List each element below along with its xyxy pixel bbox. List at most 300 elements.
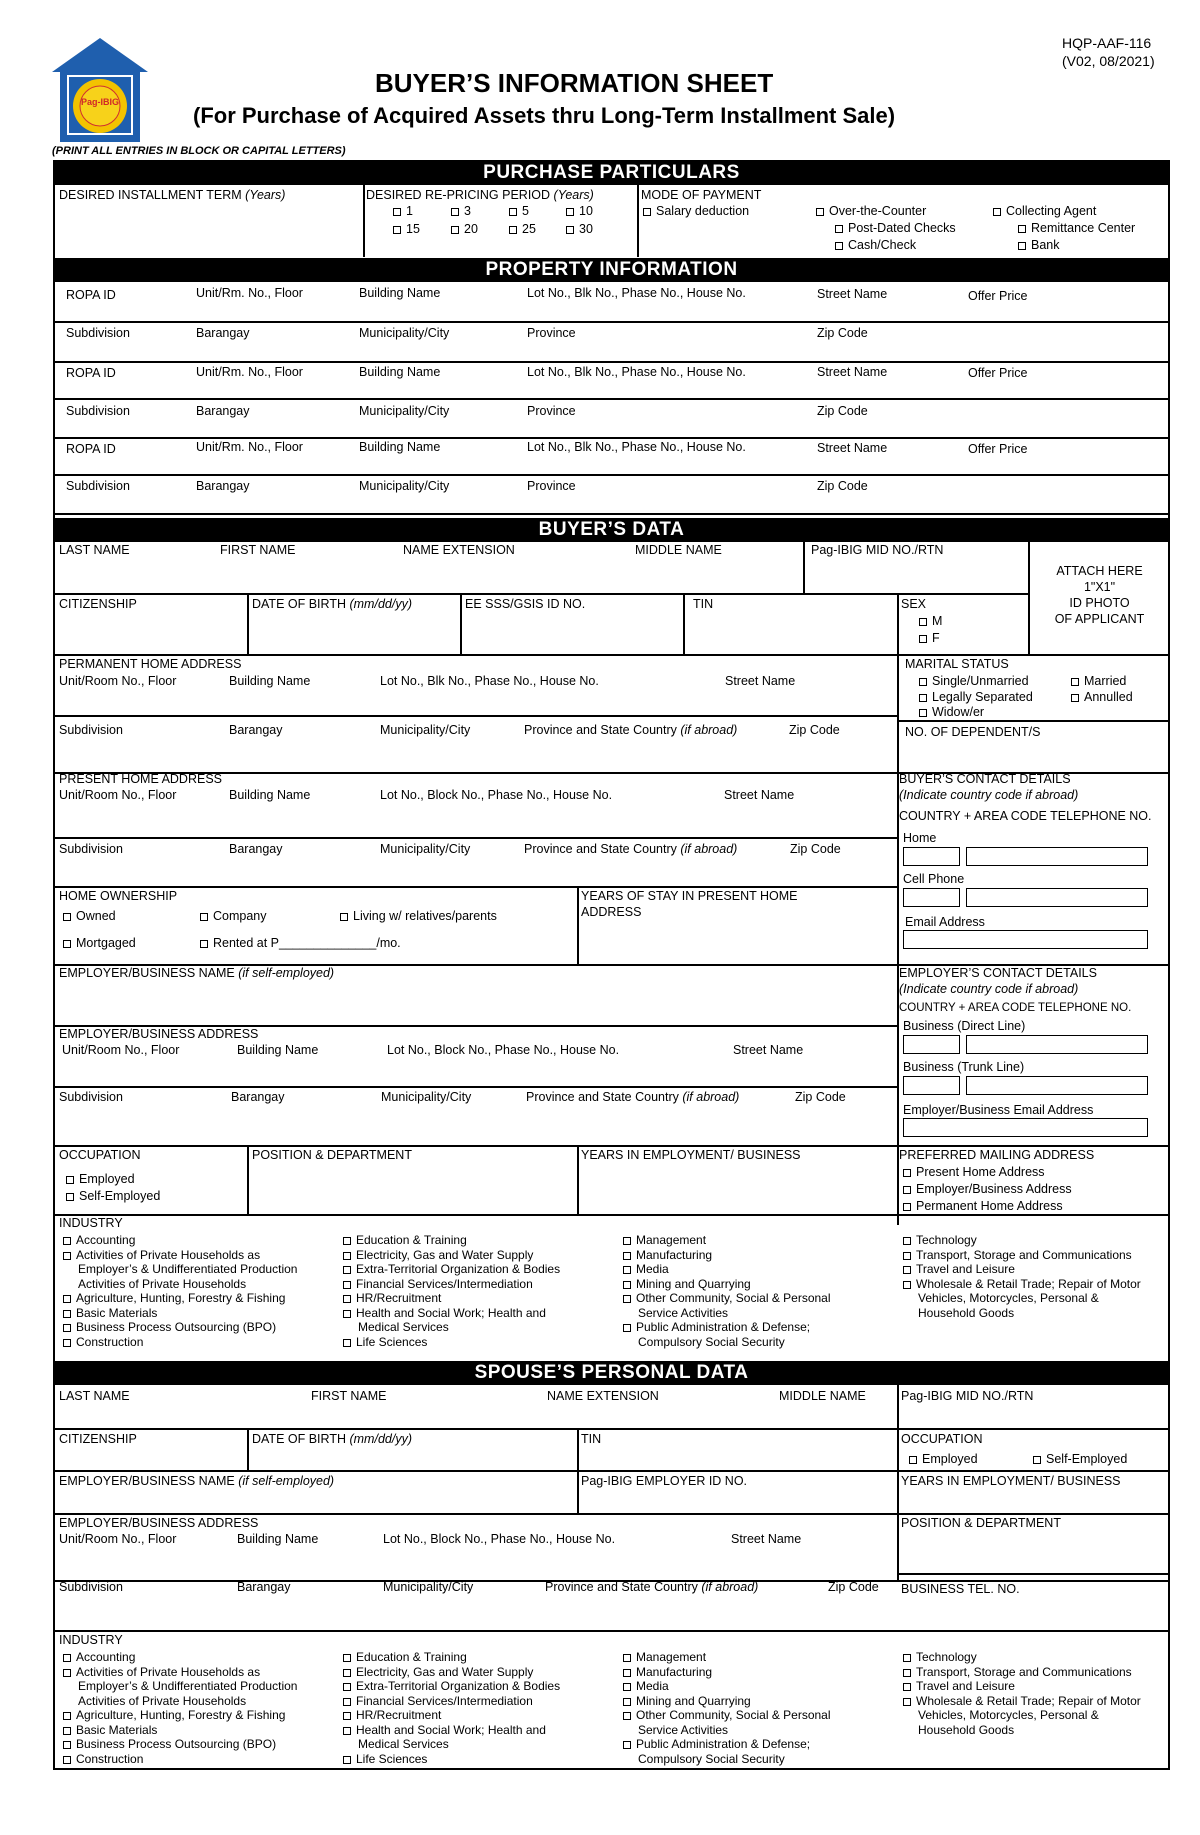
prop2-building: Building Name [359, 365, 441, 379]
marital-legally-separated[interactable]: Legally Separated [919, 690, 1033, 705]
spouse-employer-address-label: EMPLOYER/BUSINESS ADDRESS [59, 1516, 259, 1530]
biz-trunk-label: Business (Trunk Line) [903, 1060, 1025, 1074]
checkbox-icon [903, 1186, 911, 1194]
checkbox-icon [623, 1324, 631, 1332]
repricing-option-3[interactable]: 3 [451, 204, 471, 219]
checkbox-icon [63, 1237, 71, 1245]
perm-unit: Unit/Room No., Floor [59, 674, 177, 688]
industry-option[interactable]: Extra-Territorial Organization & Bodies [343, 1679, 560, 1694]
mailing-label: PREFERRED MAILING ADDRESS [899, 1148, 1095, 1162]
checkbox-icon [200, 913, 208, 921]
occupation-label: OCCUPATION [59, 1148, 141, 1162]
checkbox-icon [816, 208, 824, 216]
marital-status-label: MARITAL STATUS [905, 657, 1009, 671]
checkbox-icon [393, 208, 401, 216]
checkbox-icon [393, 226, 401, 234]
checkbox-icon [63, 1252, 71, 1260]
emp-contact-label: EMPLOYER’S CONTACT DETAILS [899, 966, 1097, 980]
spouse-emp-province: Province and State Country (if abroad) [545, 1580, 759, 1594]
section-property-information: PROPERTY INFORMATION [53, 258, 1170, 282]
industry-option[interactable]: Accounting [63, 1233, 297, 1248]
spouse-emp-unit: Unit/Room No., Floor [59, 1532, 177, 1546]
checkbox-icon [835, 242, 843, 250]
id-photo-box[interactable] [1029, 563, 1170, 627]
spouse-industry-col4 [903, 1650, 1141, 1737]
present-address-label: PRESENT HOME ADDRESS [59, 772, 223, 786]
emp-province: Province and State Country (if abroad) [526, 1090, 740, 1104]
perm-municipality: Municipality/City [380, 723, 471, 737]
industry-option-continued: Vehicles, Motorcycles, Personal & [918, 1708, 1099, 1722]
checkbox-icon [343, 1669, 351, 1677]
checkbox-icon [623, 1252, 631, 1260]
industry-option[interactable]: Technology [903, 1650, 1141, 1665]
installment-term-label: DESIRED INSTALLMENT TERM (Years) [59, 188, 286, 202]
mode-remittance-center[interactable]: Remittance Center [1018, 221, 1135, 236]
industry-option[interactable]: Construction [63, 1752, 297, 1767]
industry-option[interactable]: Extra-Territorial Organization & Bodies [343, 1262, 560, 1277]
section-purchase-particulars: PURCHASE PARTICULARS [53, 161, 1170, 185]
emp-contact-note: (Indicate country code if abroad) [899, 982, 1079, 996]
present-street: Street Name [724, 788, 795, 802]
perm-street: Street Name [725, 674, 796, 688]
buyer-contact-label: BUYER’S CONTACT DETAILS [899, 772, 1071, 786]
industry-option[interactable]: Management [623, 1650, 831, 1665]
industry-option[interactable]: Education & Training [343, 1650, 560, 1665]
industry-option[interactable]: Agriculture, Hunting, Forestry & Fishing [63, 1708, 297, 1723]
checkbox-icon [903, 1237, 911, 1245]
prop1-municipality: Municipality/City [359, 326, 450, 340]
industry-option[interactable]: Management [623, 1233, 831, 1248]
industry-option[interactable]: Travel and Leisure [903, 1262, 1141, 1277]
biz-direct-area-input[interactable] [903, 1035, 960, 1054]
industry-option[interactable]: Other Community, Social & Personal [623, 1708, 831, 1723]
industry-option[interactable]: Agriculture, Hunting, Forestry & Fishing [63, 1291, 297, 1306]
email-input[interactable] [903, 930, 1148, 949]
emp-municipality: Municipality/City [381, 1090, 472, 1104]
checkbox-icon [63, 1741, 71, 1749]
cell-phone-label: Cell Phone [903, 872, 965, 886]
checkbox-icon [623, 1669, 631, 1677]
industry-option[interactable]: Transport, Storage and Communications [903, 1665, 1141, 1680]
sex-male-option[interactable]: M [919, 614, 942, 629]
industry-option[interactable]: Public Administration & Defense; [623, 1320, 831, 1335]
dependents-label: NO. OF DEPENDENT/S [905, 725, 1041, 739]
checkbox-icon [509, 208, 517, 216]
checkbox-icon [919, 709, 927, 717]
biz-trunk-area-input[interactable] [903, 1076, 960, 1095]
emp-lot: Lot No., Block No., Phase No., House No. [387, 1043, 620, 1057]
prop3-subdivision: Subdivision [66, 479, 130, 493]
industry-option-continued: Vehicles, Motorcycles, Personal & [918, 1291, 1099, 1305]
checkbox-icon [835, 225, 843, 233]
emp-email-input[interactable] [903, 1118, 1148, 1137]
pagibig-logo [50, 36, 150, 144]
checkbox-icon [63, 1712, 71, 1720]
buyer-industry-col3 [623, 1233, 831, 1349]
checkbox-icon [623, 1266, 631, 1274]
repricing-option-5[interactable]: 5 [509, 204, 529, 219]
position-label: POSITION & DEPARTMENT [252, 1148, 412, 1162]
spouse-emp-lot: Lot No., Block No., Phase No., House No. [383, 1532, 616, 1546]
spouse-first-name-label: FIRST NAME [311, 1389, 387, 1403]
spouse-name-ext-label: NAME EXTENSION [547, 1389, 659, 1403]
photo-text-4: OF APPLICANT [1054, 612, 1145, 626]
industry-option-continued: Activities of Private Households [78, 1276, 247, 1291]
checkbox-icon [903, 1669, 911, 1677]
marital-married[interactable]: Married [1071, 674, 1126, 689]
buyer-dob-label: DATE OF BIRTH (mm/dd/yy) [252, 597, 412, 611]
checkbox-icon [903, 1281, 911, 1289]
biz-trunk-input[interactable] [966, 1076, 1148, 1095]
checkbox-icon [509, 226, 517, 234]
mail-present[interactable]: Present Home Address [903, 1165, 1045, 1180]
checkbox-icon [343, 1712, 351, 1720]
present-municipality: Municipality/City [380, 842, 471, 856]
mode-collecting-agent[interactable]: Collecting Agent [993, 204, 1096, 219]
repricing-unit: (Years) [553, 188, 594, 202]
industry-option-continued: Employer’s & Undifferentiated Production [78, 1679, 298, 1693]
mail-permanent[interactable]: Permanent Home Address [903, 1199, 1063, 1214]
checkbox-icon [343, 1281, 351, 1289]
spouse-emp-municipality: Municipality/City [383, 1580, 474, 1594]
industry-option[interactable]: Life Sciences [343, 1335, 560, 1350]
industry-option[interactable]: Life Sciences [343, 1752, 560, 1767]
prop3-municipality: Municipality/City [359, 479, 450, 493]
checkbox-icon [343, 1683, 351, 1691]
form-version: (V02, 08/2021) [1062, 53, 1155, 69]
marital-single[interactable]: Single/Unmarried [919, 674, 1029, 689]
checkbox-icon [623, 1237, 631, 1245]
checkbox-icon [63, 913, 71, 921]
prop1-street: Street Name [817, 287, 888, 301]
home-ownership-label: HOME OWNERSHIP [59, 889, 178, 903]
spouse-industry-col2 [343, 1650, 560, 1766]
repricing-option-15[interactable]: 15 [393, 222, 420, 237]
prop1-subdivision: Subdivision [66, 326, 130, 340]
spouse-middle-name-label: MIDDLE NAME [779, 1389, 866, 1403]
industry-option-continued: Employer’s & Undifferentiated Production [78, 1262, 298, 1276]
checkbox-icon [343, 1310, 351, 1318]
section-buyers-data: BUYER’S DATA [53, 518, 1170, 542]
checkbox-icon [623, 1654, 631, 1662]
own-living-with-relatives[interactable]: Living w/ relatives/parents [340, 909, 497, 924]
industry-option[interactable]: Financial Services/Intermediation [343, 1277, 560, 1292]
photo-text-1: ATTACH HERE [1056, 564, 1143, 578]
industry-option[interactable]: Business Process Outsourcing (BPO) [63, 1737, 297, 1752]
industry-option[interactable]: Electricity, Gas and Water Supply [343, 1248, 560, 1263]
prop3-building: Building Name [359, 440, 441, 454]
industry-option[interactable]: Electricity, Gas and Water Supply [343, 1665, 560, 1680]
emp-street: Street Name [733, 1043, 804, 1057]
print-note: (PRINT ALL ENTRIES IN BLOCK OR CAPITAL LETTERS) [52, 145, 346, 157]
checkbox-icon [343, 1756, 351, 1764]
checkbox-icon [623, 1281, 631, 1289]
prop1-offer-price: Offer Price [968, 289, 1028, 303]
spouse-last-name-label: LAST NAME [59, 1389, 130, 1403]
prop3-lot: Lot No., Blk No., Phase No., House No. [527, 440, 746, 454]
prop1-lot: Lot No., Blk No., Phase No., House No. [527, 286, 746, 300]
industry-option[interactable]: Basic Materials [63, 1306, 297, 1321]
present-unit: Unit/Room No., Floor [59, 788, 177, 802]
present-province: Province and State Country (if abroad) [524, 842, 738, 856]
industry-option-continued: Activities of Private Households [78, 1693, 247, 1708]
industry-option[interactable]: Other Community, Social & Personal [623, 1291, 831, 1306]
prop3-offer-price: Offer Price [968, 442, 1028, 456]
checkbox-icon [343, 1339, 351, 1347]
checkbox-icon [903, 1169, 911, 1177]
buyer-first-name-label: FIRST NAME [220, 543, 296, 557]
checkbox-icon [903, 1654, 911, 1662]
prop2-barangay: Barangay [196, 404, 250, 418]
checkbox-icon [623, 1712, 631, 1720]
industry-option-continued: Household Goods [918, 1722, 1015, 1737]
checkbox-icon [1018, 225, 1026, 233]
years-stay-label: YEARS OF STAY IN PRESENT HOME [581, 889, 798, 903]
checkbox-icon [903, 1203, 911, 1211]
present-building: Building Name [229, 788, 311, 802]
checkbox-icon [343, 1698, 351, 1706]
industry-option[interactable]: Activities of Private Households as [63, 1665, 297, 1680]
industry-option[interactable]: Health and Social Work; Health and [343, 1306, 560, 1321]
industry-option[interactable]: Business Process Outsourcing (BPO) [63, 1320, 297, 1335]
employer-address-label: EMPLOYER/BUSINESS ADDRESS [59, 1027, 259, 1041]
repricing-option-20[interactable]: 20 [451, 222, 478, 237]
checkbox-icon [566, 226, 574, 234]
perm-building: Building Name [229, 674, 311, 688]
emp-building: Building Name [237, 1043, 319, 1057]
spouse-employer-name-label: EMPLOYER/BUSINESS NAME (if self-employed) [59, 1474, 335, 1488]
spouse-position-label: POSITION & DEPARTMENT [901, 1516, 1061, 1530]
industry-option[interactable]: Manufacturing [623, 1248, 831, 1263]
checkbox-icon [1033, 1456, 1041, 1464]
prop1-ropa-id: ROPA ID [66, 288, 116, 302]
spouse-industry-col3 [623, 1650, 831, 1766]
mode-of-payment-label: MODE OF PAYMENT [641, 188, 762, 202]
years-stay-label-2: ADDRESS [581, 905, 642, 919]
mode-over-the-counter[interactable]: Over-the-Counter [816, 204, 926, 219]
industry-option[interactable]: Travel and Leisure [903, 1679, 1141, 1694]
checkbox-icon [63, 940, 71, 948]
checkbox-icon [340, 913, 348, 921]
industry-option[interactable]: Accounting [63, 1650, 297, 1665]
checkbox-icon [200, 940, 208, 948]
present-lot: Lot No., Block No., Phase No., House No. [380, 788, 613, 802]
industry-option[interactable]: Public Administration & Defense; [623, 1737, 831, 1752]
checkbox-icon [919, 694, 927, 702]
spouse-mid-no-label: Pag-IBIG MID NO./RTN [901, 1389, 1034, 1403]
prop2-offer-price: Offer Price [968, 366, 1028, 380]
own-mortgaged[interactable]: Mortgaged [63, 936, 136, 951]
occ-self-employed[interactable]: Self-Employed [66, 1189, 160, 1204]
industry-option-continued: Service Activities [638, 1305, 729, 1320]
industry-option[interactable]: Media [623, 1262, 831, 1277]
employer-name-label: EMPLOYER/BUSINESS NAME (if self-employed) [59, 966, 335, 980]
prop3-unit: Unit/Rm. No., Floor [196, 440, 303, 454]
mode-cash-check[interactable]: Cash/Check [835, 238, 916, 253]
buyer-industry-col1 [63, 1233, 297, 1349]
checkbox-icon [909, 1456, 917, 1464]
mode-salary-deduction[interactable]: Salary deduction [643, 204, 749, 219]
checkbox-icon [1071, 678, 1079, 686]
spouse-occ-self-employed[interactable]: Self-Employed [1033, 1452, 1127, 1467]
form-subtitle: (For Purchase of Acquired Assets thru Long-Term Installment Sale) [193, 103, 896, 128]
industry-option[interactable]: Technology [903, 1233, 1141, 1248]
emp-zip: Zip Code [795, 1090, 846, 1104]
own-owned[interactable]: Owned [63, 909, 116, 924]
perm-barangay: Barangay [229, 723, 283, 737]
buyer-last-name-label: LAST NAME [59, 543, 130, 557]
home-area-code-input[interactable] [903, 847, 960, 866]
spouse-occ-employed[interactable]: Employed [909, 1452, 978, 1467]
own-company[interactable]: Company [200, 909, 267, 924]
checkbox-icon [63, 1669, 71, 1677]
industry-option[interactable]: Activities of Private Households as [63, 1248, 297, 1263]
checkbox-icon [343, 1295, 351, 1303]
form-title: BUYER’S INFORMATION SHEET [375, 68, 774, 98]
repricing-label: DESIRED RE-PRICING PERIOD (Years) [366, 188, 594, 202]
industry-option[interactable]: HR/Recruitment [343, 1708, 560, 1723]
industry-option[interactable]: Wholesale & Retail Trade; Repair of Motor [903, 1277, 1141, 1292]
emp-subdivision: Subdivision [59, 1090, 123, 1104]
spouse-emp-subdivision: Subdivision [59, 1580, 123, 1594]
spouse-emp-street: Street Name [731, 1532, 802, 1546]
photo-text-3: ID PHOTO [1069, 596, 1130, 610]
checkbox-icon [623, 1698, 631, 1706]
checkbox-icon [66, 1176, 74, 1184]
industry-option[interactable]: Basic Materials [63, 1723, 297, 1738]
prop2-province: Province [527, 404, 576, 418]
industry-option-continued: Service Activities [638, 1722, 729, 1737]
industry-option[interactable]: Health and Social Work; Health and [343, 1723, 560, 1738]
prop1-barangay: Barangay [196, 326, 250, 340]
checkbox-icon [343, 1252, 351, 1260]
present-subdivision: Subdivision [59, 842, 123, 856]
spouse-tin-label: TIN [581, 1432, 602, 1446]
repricing-option-25[interactable]: 25 [509, 222, 536, 237]
biz-direct-input[interactable] [966, 1035, 1148, 1054]
prop3-street: Street Name [817, 441, 888, 455]
repricing-option-10[interactable]: 10 [566, 204, 593, 219]
buyer-industry-label: INDUSTRY [59, 1216, 123, 1230]
checkbox-icon [1018, 242, 1026, 250]
checkbox-icon [993, 208, 1001, 216]
industry-option[interactable]: HR/Recruitment [343, 1291, 560, 1306]
checkbox-icon [343, 1654, 351, 1662]
marital-widower[interactable]: Widow/er [919, 705, 984, 720]
cell-area-code-input[interactable] [903, 888, 960, 907]
prop1-province: Province [527, 326, 576, 340]
checkbox-icon [63, 1727, 71, 1735]
checkbox-icon [66, 1193, 74, 1201]
emp-email-label: Employer/Business Email Address [903, 1103, 1094, 1117]
occ-employed[interactable]: Employed [66, 1172, 135, 1187]
emp-unit: Unit/Room No., Floor [62, 1043, 180, 1057]
repricing-option-30[interactable]: 30 [566, 222, 593, 237]
spouse-industry-label: INDUSTRY [59, 1633, 123, 1647]
spouse-industry-col1 [63, 1650, 297, 1766]
industry-option[interactable]: Wholesale & Retail Trade; Repair of Motor [903, 1694, 1141, 1709]
mode-bank[interactable]: Bank [1018, 238, 1060, 253]
mail-employer[interactable]: Employer/Business Address [903, 1182, 1072, 1197]
prop2-municipality: Municipality/City [359, 404, 450, 418]
buyer-sss-label: EE SSS/GSIS ID NO. [465, 597, 586, 611]
checkbox-icon [343, 1237, 351, 1245]
checkbox-icon [623, 1741, 631, 1749]
biz-direct-label: Business (Direct Line) [903, 1019, 1026, 1033]
section-spouse-data: SPOUSE’S PERSONAL DATA [53, 1361, 1170, 1385]
checkbox-icon [903, 1266, 911, 1274]
prop3-barangay: Barangay [196, 479, 250, 493]
industry-option[interactable]: Media [623, 1679, 831, 1694]
checkbox-icon [343, 1727, 351, 1735]
checkbox-icon [63, 1295, 71, 1303]
emp-country-area-label: COUNTRY + AREA CODE TELEPHONE NO. [899, 1002, 1132, 1014]
prop2-subdivision: Subdivision [66, 404, 130, 418]
buyer-name-ext-label: NAME EXTENSION [403, 543, 515, 557]
prop2-zip: Zip Code [817, 404, 868, 418]
checkbox-icon [903, 1698, 911, 1706]
industry-option[interactable]: Manufacturing [623, 1665, 831, 1680]
photo-text-2: 1"X1" [1083, 580, 1116, 594]
repricing-option-1[interactable]: 1 [393, 204, 413, 219]
sex-female-option[interactable]: F [919, 631, 940, 646]
logo-text: Pag-IBIG [80, 97, 119, 107]
prop2-unit: Unit/Rm. No., Floor [196, 365, 303, 379]
buyer-country-area-label: COUNTRY + AREA CODE TELEPHONE NO. [899, 809, 1152, 823]
buyer-citizenship-label: CITIZENSHIP [59, 597, 137, 611]
industry-option-continued: Medical Services [358, 1737, 449, 1751]
mode-post-dated-checks[interactable]: Post-Dated Checks [835, 221, 956, 236]
buyer-sex-label: SEX [901, 597, 927, 611]
marital-annulled[interactable]: Annulled [1071, 690, 1133, 705]
form-code: HQP-AAF-116 [1062, 35, 1152, 51]
industry-option-continued: Household Goods [918, 1305, 1015, 1320]
checkbox-icon [63, 1756, 71, 1764]
industry-option[interactable]: Construction [63, 1335, 297, 1350]
checkbox-icon [1071, 694, 1079, 702]
industry-option-continued: Medical Services [358, 1320, 449, 1334]
spouse-years-emp-label: YEARS IN EMPLOYMENT/ BUSINESS [901, 1474, 1121, 1488]
buyer-middle-name-label: MIDDLE NAME [635, 543, 722, 557]
checkbox-icon [63, 1654, 71, 1662]
industry-option[interactable]: Transport, Storage and Communications [903, 1248, 1141, 1263]
home-phone-input[interactable] [966, 847, 1148, 866]
own-rented[interactable]: Rented at P______________/mo. [200, 936, 401, 951]
prop3-province: Province [527, 479, 576, 493]
spouse-employer-id-label: Pag-IBIG EMPLOYER ID NO. [581, 1474, 748, 1488]
cell-phone-input[interactable] [966, 888, 1148, 907]
checkbox-icon [566, 208, 574, 216]
industry-option[interactable]: Mining and Quarrying [623, 1694, 831, 1709]
term-unit: (Years) [245, 188, 286, 202]
prop1-building: Building Name [359, 286, 441, 300]
home-phone-label: Home [903, 831, 937, 845]
checkbox-icon [451, 208, 459, 216]
checkbox-icon [623, 1683, 631, 1691]
industry-option[interactable]: Education & Training [343, 1233, 560, 1248]
industry-option[interactable]: Mining and Quarrying [623, 1277, 831, 1292]
industry-option[interactable]: Financial Services/Intermediation [343, 1694, 560, 1709]
perm-subdivision: Subdivision [59, 723, 123, 737]
buyer-industry-col4 [903, 1233, 1141, 1320]
perm-zip: Zip Code [789, 723, 840, 737]
present-barangay: Barangay [229, 842, 283, 856]
checkbox-icon [903, 1683, 911, 1691]
emp-barangay: Barangay [231, 1090, 285, 1104]
spouse-emp-building: Building Name [237, 1532, 319, 1546]
checkbox-icon [643, 208, 651, 216]
checkbox-icon [623, 1295, 631, 1303]
